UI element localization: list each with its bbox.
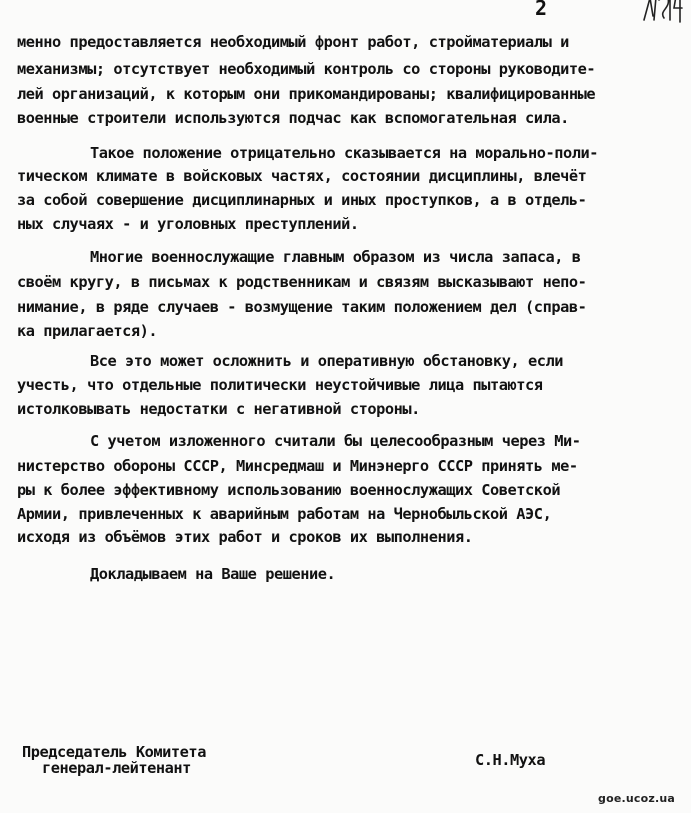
text-line: механизмы; отсутствует необходимый контроль со стороны руководите- (17, 60, 596, 78)
signatory-title (22, 743, 252, 783)
text-line: ка прилагается). (17, 322, 158, 340)
text-line: Докладываем на Ваше решение. (90, 565, 336, 583)
text-line: Многие военнослужащие главным образом из числа запаса, в (90, 248, 581, 266)
text-line: ры к более эффективному использованию военнослужащих Советской (17, 481, 561, 499)
text-line: Все это может осложнить и оперативную обстановку, если (90, 352, 564, 370)
text-line: Армии, привлеченных к аварийным работам на Чернобыльской АЭС, (17, 505, 552, 523)
text-line: исходя из объёмов этих работ и сроков их выполнения. (17, 528, 473, 546)
signatory-title-line-2: генерал-лейтенант (42, 759, 191, 777)
signatory-name: С.Н.Муха (475, 751, 546, 769)
website-watermark: goe.ucoz.ua (598, 792, 676, 805)
text-line: Такое положение отрицательно сказывается на морально-поли- (90, 144, 599, 162)
text-line: ных случаях - и уголовных преступлений. (17, 215, 359, 233)
text-line: менно предоставляется необходимый фронт работ, стройматериалы и (17, 33, 569, 51)
handwritten-archive-mark (640, 0, 684, 24)
signatory-title-line-1: Председатель Комитета (22, 743, 206, 761)
text-line: С учетом изложенного считали бы целесообразным через Ми- (90, 432, 581, 450)
text-line: учесть, что отдельные политически неустойчивые лица пытаются (17, 376, 543, 394)
text-line: тическом климате в войсковых частях, состоянии дисциплины, влечёт (17, 167, 587, 185)
page-number: 2 (535, 0, 549, 20)
text-line: нимание, в ряде случаев - возмущение таким положением дел (справ- (17, 298, 587, 316)
text-line: своём кругу, в письмах к родственникам и связям высказывают непо- (17, 273, 587, 291)
text-line: за собой совершение дисциплинарных и иных проступков, а в отдель- (17, 191, 587, 209)
text-line: лей организаций, к которым они прикомандированы; квалифицированные (17, 85, 596, 103)
text-line: нистерство обороны СССР, Минсредмаш и Минэнерго СССР принять ме- (17, 457, 578, 475)
text-line: военные строители используются подчас как вспомогательная сила. (17, 109, 569, 127)
text-line: истолковывать недостатки с негативной стороны. (17, 400, 420, 418)
